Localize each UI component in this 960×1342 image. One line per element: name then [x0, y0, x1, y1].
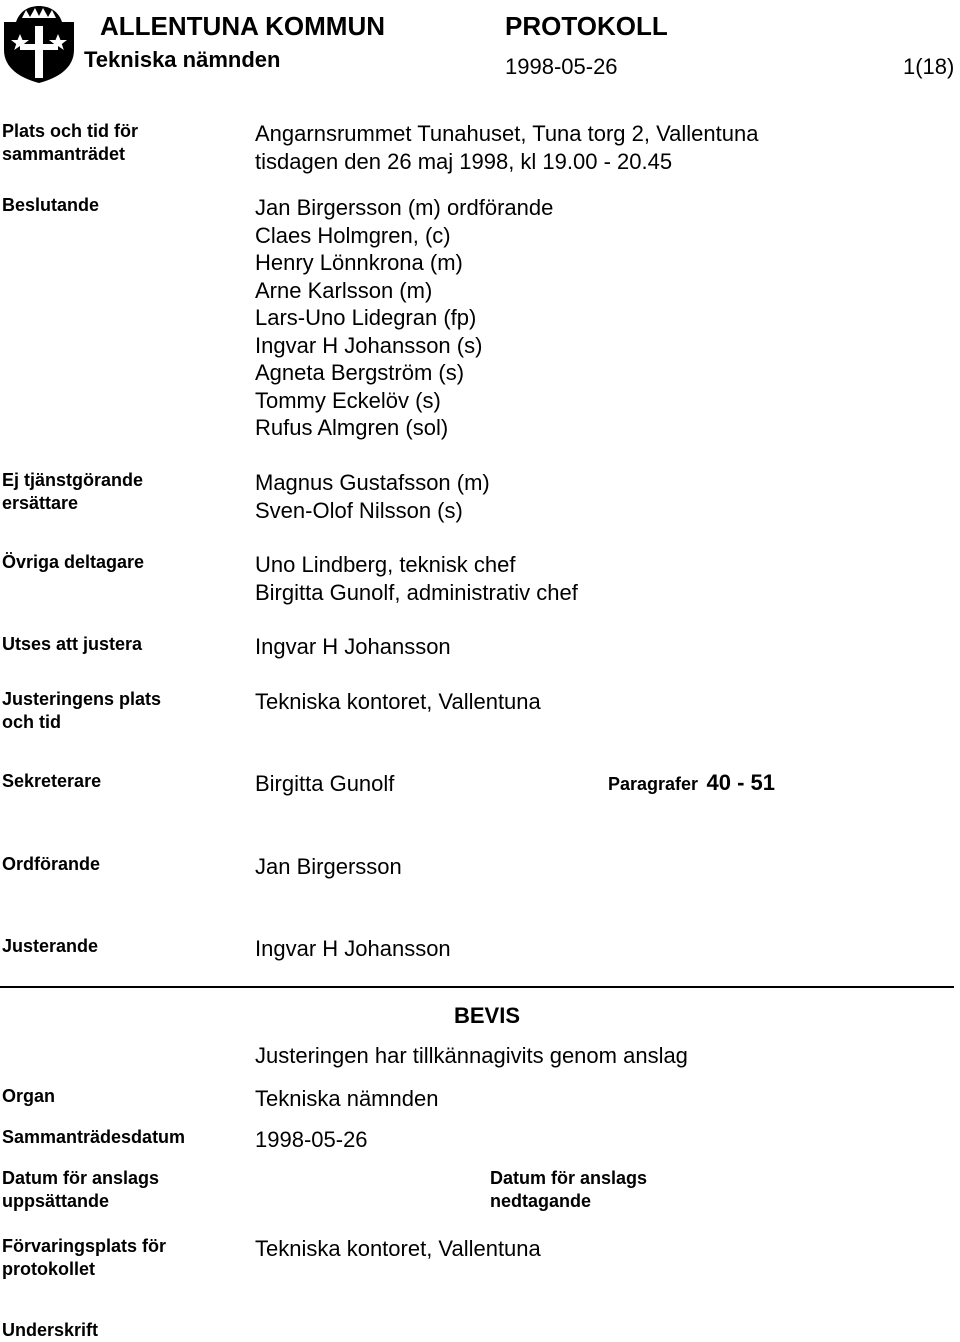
substitutes-label-line-2: ersättare [2, 493, 79, 513]
decider-item: Claes Holmgren, (c) [255, 222, 451, 248]
removed-date-label-line-2: nedtagande [490, 1191, 592, 1211]
meeting-time: tisdagen den 26 maj 1998, kl 19.00 - 20.45 [255, 148, 673, 174]
organ-value: Tekniska nämnden [255, 1086, 439, 1111]
storage-label-line-2: protokollet [2, 1259, 95, 1279]
chair-label: Ordförande [2, 854, 101, 874]
section-divider [0, 986, 954, 988]
decider-item: Ingvar H Johansson (s) [255, 332, 483, 358]
adjust-place-value: Tekniska kontoret, Vallentuna [255, 689, 541, 714]
meeting-date-label: Sammanträdesdatum [2, 1127, 186, 1147]
municipality-name: ALLENTUNA KOMMUN [100, 11, 385, 41]
posted-date-label [2, 1167, 159, 1213]
substitutes-list [255, 469, 490, 524]
substitute-item: Magnus Gustafsson (m) [255, 470, 490, 495]
secretary-label: Sekreterare [2, 771, 102, 791]
place-time-label-line-1: Plats och tid för [2, 121, 139, 141]
certificate-title: BEVIS [454, 1003, 521, 1028]
municipal-coat-of-arms-logo [2, 4, 76, 84]
storage-label [2, 1235, 166, 1281]
committee-name: Tekniska nämnden [84, 47, 281, 72]
paragraphs-label: Paragrafer [608, 774, 699, 794]
page-number: 1(18) [903, 54, 955, 79]
document-date: 1998-05-26 [505, 54, 618, 79]
paragraphs-field [608, 770, 775, 796]
signature-label: Underskrift [2, 1320, 99, 1340]
adjust-place-label [2, 688, 161, 734]
paragraphs-value: 40 - 51 [706, 770, 776, 795]
place-time-label-line-2: sammanträdet [2, 144, 126, 164]
signing-adjuster-name: Ingvar H Johansson [255, 936, 451, 961]
removed-date-label [490, 1167, 647, 1213]
decider-item: Agneta Bergström (s) [255, 360, 465, 385]
organ-label: Organ [2, 1086, 56, 1106]
place-time-label [2, 120, 138, 166]
decider-item: Rufus Almgren (sol) [255, 415, 449, 440]
place-time-value [255, 120, 758, 175]
meeting-date-value: 1998-05-26 [255, 1127, 368, 1152]
removed-date-label-line-1: Datum för anslags [490, 1168, 648, 1188]
document-type: PROTOKOLL [505, 11, 668, 41]
substitutes-label [2, 469, 143, 515]
certificate-statement: Justeringen har tillkännagivits genom anslag [255, 1043, 688, 1068]
others-label: Övriga deltagare [2, 552, 145, 572]
adjust-place-label-line-1: Justeringens plats [2, 689, 162, 709]
decider-item: Henry Lönnkrona (m) [255, 250, 463, 275]
other-participant-item: Birgitta Gunolf, administrativ chef [255, 579, 578, 605]
meeting-place: Angarnsrummet Tunahuset, Tuna torg 2, Vallentuna [255, 121, 759, 146]
decider-item: Arne Karlsson (m) [255, 277, 433, 303]
other-participant-item: Uno Lindberg, teknisk chef [255, 552, 516, 577]
posted-date-label-line-2: uppsättande [2, 1191, 110, 1211]
decider-item: Lars-Uno Lidegran (fp) [255, 305, 477, 330]
substitutes-label-line-1: Ej tjänstgörande [2, 470, 144, 490]
deciders-label: Beslutande [2, 195, 100, 215]
signing-adjuster-label: Justerande [2, 936, 99, 956]
secretary-name: Birgitta Gunolf [255, 771, 395, 796]
adjust-place-label-line-2: och tid [2, 712, 61, 732]
storage-label-line-1: Förvaringsplats för [2, 1236, 167, 1256]
decider-item: Tommy Eckelöv (s) [255, 387, 441, 413]
chair-name: Jan Birgersson [255, 854, 402, 879]
storage-value: Tekniska kontoret, Vallentuna [255, 1236, 541, 1261]
posted-date-label-line-1: Datum för anslags [2, 1168, 160, 1188]
others-list [255, 551, 578, 606]
deciders-list [255, 194, 553, 442]
substitute-item: Sven-Olof Nilsson (s) [255, 497, 463, 523]
adjuster-value: Ingvar H Johansson [255, 634, 451, 659]
decider-item: Jan Birgersson (m) ordförande [255, 195, 554, 220]
adjuster-label: Utses att justera [2, 634, 143, 654]
